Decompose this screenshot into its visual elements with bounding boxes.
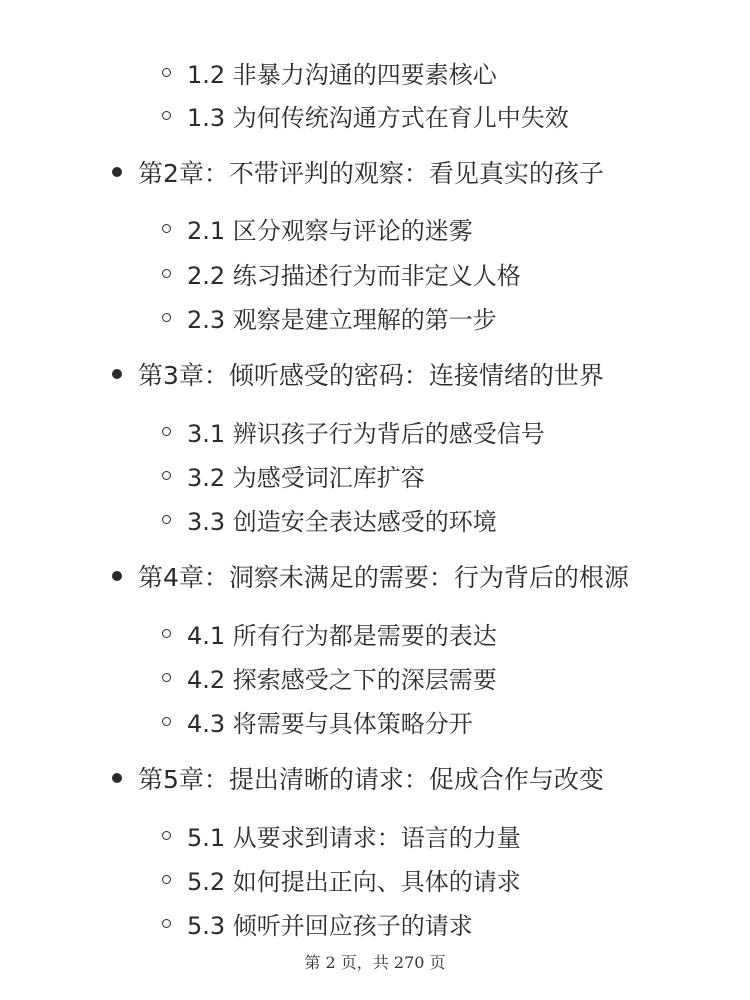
circle-bullet-icon: [162, 515, 171, 524]
circle-bullet-icon: [162, 471, 171, 480]
toc-subsection-5-3: [162, 903, 473, 943]
toc-subsection-label: 4.2 探索感受之下的深层需要: [187, 665, 497, 694]
disc-bullet-icon: [112, 773, 122, 783]
toc-subsection-2-1: [162, 208, 473, 248]
toc-subsection-label: 5.3 倾听并回应孩子的请求: [187, 911, 473, 940]
toc-subsection-label: 5.1 从要求到请求：语言的力量: [187, 823, 521, 852]
circle-bullet-icon: [162, 68, 171, 77]
toc-subsection-4-3: [162, 701, 473, 741]
circle-bullet-icon: [162, 919, 171, 928]
circle-bullet-icon: [162, 875, 171, 884]
toc-subsection-label: 3.2 为感受词汇库扩容: [187, 463, 425, 492]
toc-subsection-1-2: [162, 52, 497, 92]
toc-subsection-3-1: [162, 411, 545, 451]
toc-subsection-label: 1.2 非暴力沟通的四要素核心: [187, 60, 497, 89]
toc-subsection-3-2: [162, 455, 425, 495]
toc-chapter-2: [112, 152, 604, 192]
toc-subsection-4-2: [162, 657, 497, 697]
toc-subsection-label: 5.2 如何提出正向、具体的请求: [187, 867, 521, 896]
toc-subsection-label: 3.1 辨识孩子行为背后的感受信号: [187, 419, 545, 448]
toc-subsection-label: 3.3 创造安全表达感受的环境: [187, 507, 497, 536]
toc-subsection-5-1: [162, 815, 521, 855]
toc-chapter-title: 第4章：洞察未满足的需要：行为背后的根源: [138, 563, 629, 592]
toc-subsection-label: 4.1 所有行为都是需要的表达: [187, 621, 497, 650]
toc-subsection-3-3: [162, 499, 497, 539]
toc-subsection-label: 2.2 练习描述行为而非定义人格: [187, 261, 521, 290]
circle-bullet-icon: [162, 269, 171, 278]
page-number-footer: 第 2 页，共 270 页: [304, 953, 446, 972]
toc-subsection-5-2: [162, 859, 521, 899]
toc-chapter-5: [112, 758, 604, 798]
circle-bullet-icon: [162, 673, 171, 682]
circle-bullet-icon: [162, 427, 171, 436]
circle-bullet-icon: [162, 629, 171, 638]
toc-subsection-1-3: [162, 95, 569, 135]
toc-subsection-label: 2.1 区分观察与评论的迷雾: [187, 216, 473, 245]
toc-chapter-4: [112, 556, 629, 596]
toc-chapter-title: 第2章：不带评判的观察：看见真实的孩子: [138, 159, 604, 188]
circle-bullet-icon: [162, 313, 171, 322]
circle-bullet-icon: [162, 831, 171, 840]
toc-subsection-2-2: [162, 253, 521, 293]
circle-bullet-icon: [162, 717, 171, 726]
toc-chapter-3: [112, 354, 604, 394]
circle-bullet-icon: [162, 111, 171, 120]
toc-subsection-label: 2.3 观察是建立理解的第一步: [187, 305, 497, 334]
toc-subsection-label: 4.3 将需要与具体策略分开: [187, 709, 473, 738]
disc-bullet-icon: [112, 571, 122, 581]
toc-chapter-title: 第5章：提出清晰的请求：促成合作与改变: [138, 765, 604, 794]
disc-bullet-icon: [112, 167, 122, 177]
toc-subsection-2-3: [162, 297, 497, 337]
disc-bullet-icon: [112, 369, 122, 379]
toc-chapter-title: 第3章：倾听感受的密码：连接情绪的世界: [138, 361, 604, 390]
toc-subsection-4-1: [162, 613, 497, 653]
toc-subsection-label: 1.3 为何传统沟通方式在育儿中失效: [187, 103, 569, 132]
circle-bullet-icon: [162, 224, 171, 233]
